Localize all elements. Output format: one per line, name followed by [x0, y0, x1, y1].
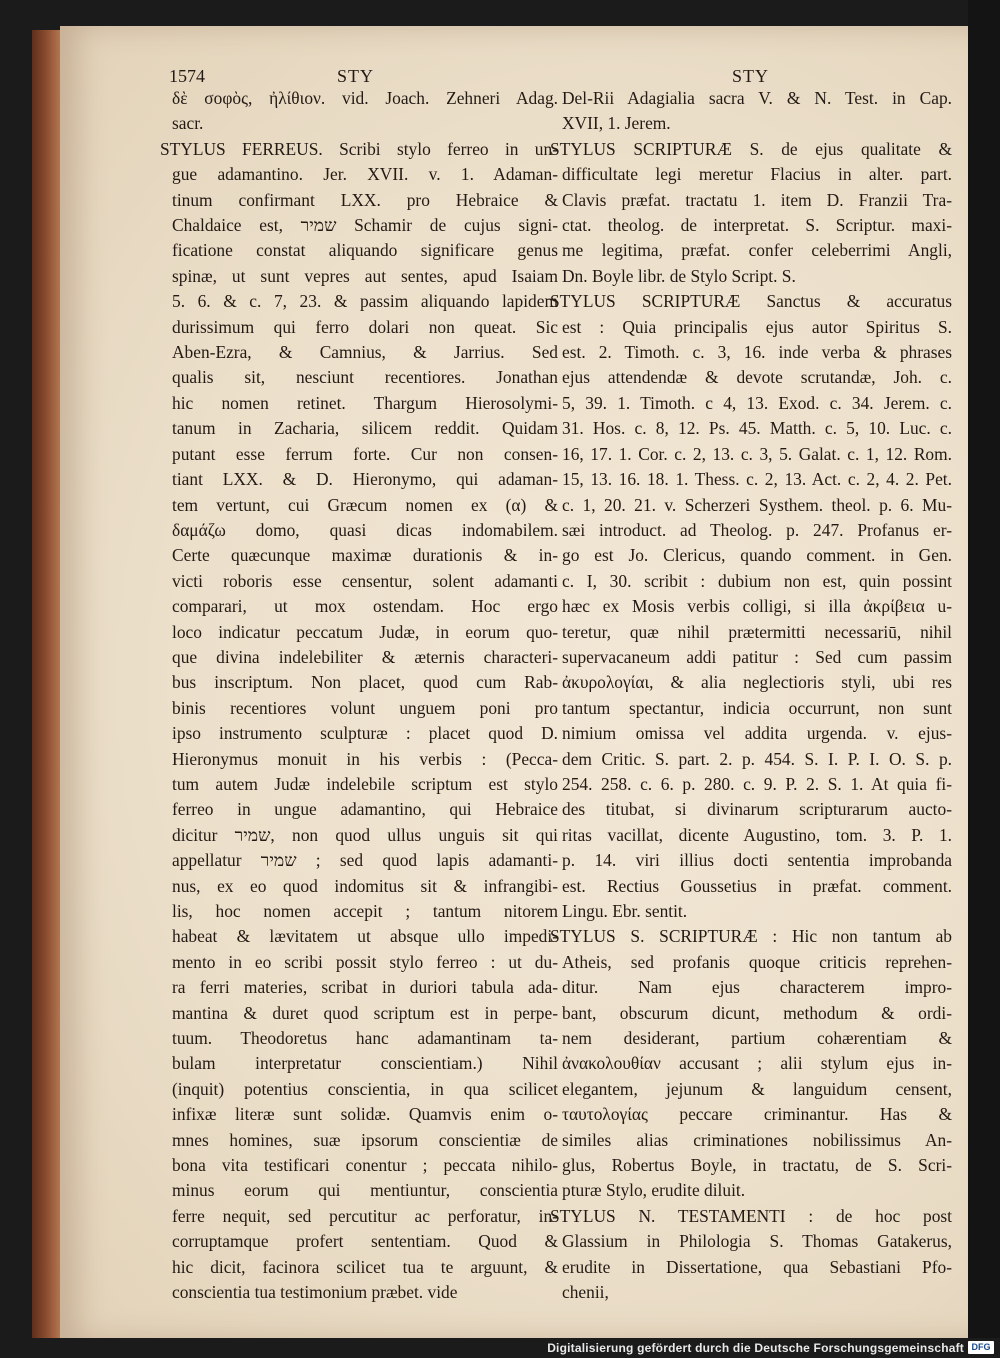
text-line: loco indicatur peccatum Judæ, in eorum quo-: [172, 621, 558, 642]
text-line: minus eorum qui mentiuntur, conscientia: [172, 1180, 558, 1201]
left-column-lines: [160, 86, 558, 1306]
text-line: lis, hoc nomen accepit ; tantum nitorem: [172, 901, 558, 921]
text-line: bulam interpretatur conscientiam.) Nihil: [172, 1053, 558, 1074]
text-line: hic nomen retinet. Thargum Hierosolymi-: [172, 392, 558, 413]
text-line: c. I, 30. scribit : dubium non est, quin possint: [562, 570, 952, 591]
text-line: victi roboris esse censentur, solent adamanti: [172, 570, 558, 591]
text-line: nus, ex eo quod indomitus sit & infrangibi-: [172, 875, 558, 896]
page-number: 1574: [169, 66, 205, 86]
text-line: 254. 258. c. 6. p. 280. c. 9. P. 2. S. 1. At quia fi-: [562, 773, 952, 794]
left-text-column: [160, 64, 558, 1306]
text-line: corruptamque profert sententiam. Quod &: [172, 1231, 558, 1252]
text-line: nem desiderant, partium cohærentiam &: [562, 1028, 952, 1049]
text-line: sacr.: [172, 113, 204, 134]
running-headword-right: STY: [732, 66, 770, 86]
text-line: supervacaneum addi patitur : Sed cum passim: [562, 646, 952, 667]
text-line: Aben-Ezra, & Camnius, & Jarrius. Sed: [172, 342, 558, 363]
text-line: dem Critic. S. part. 2. p. 454. S. I. P. I. O. S. p.: [562, 748, 952, 769]
text-line: go est Jo. Clericus, quando comment. in Gen.: [562, 545, 952, 566]
text-line: STYLUS N. TESTAMENTI : de hoc post: [550, 1205, 952, 1226]
text-line: des titubat, si divinarum scripturarum aucto-: [562, 799, 952, 820]
text-line: est : Quia principalis ejus autor Spiritus S.: [562, 316, 952, 337]
text-line: ταυτολογίας peccare criminantur. Has &: [562, 1104, 952, 1125]
text-line: chenii,: [562, 1282, 609, 1303]
text-line: Certe quæcunque maximæ durationis & in-: [172, 545, 558, 566]
text-line: dicitur שמיר, non quod ullus unguis sit qui: [172, 824, 558, 845]
text-line: hæc ex Mosis verbis colligi, si illa ἀκρίβεια u-: [562, 596, 952, 617]
text-line: similes alias criminationes nobilissimus An-: [562, 1129, 952, 1150]
text-line: ra ferri materies, scribat in duriori tabula ada-: [172, 977, 558, 998]
text-line: spinæ, ut sunt vepres aut sentes, apud Isaiam: [172, 265, 558, 286]
text-line: ferreo in ungue adamantino, qui Hebraice: [172, 799, 558, 820]
text-line: tiant LXX. & D. Hieronymo, qui adaman-: [172, 469, 558, 490]
text-line: infixæ literæ sunt solidæ. Quamvis enim o-: [172, 1104, 558, 1125]
text-line: conscientia tua testimonium præbet. vide: [172, 1282, 458, 1303]
text-line: tum autem Judæ indelebile scriptum est stylo: [172, 773, 558, 794]
right-column-lines: [550, 86, 952, 1306]
text-line: qualis sit, nesciunt recentiores. Jonathan: [172, 367, 558, 388]
running-head-left: [169, 64, 558, 86]
text-line: binis recentiores volunt unguem poni pro: [172, 697, 558, 718]
running-headword-left: STY: [337, 66, 375, 86]
text-line: ejus attendendæ & devote scrutandæ, Joh. c.: [562, 367, 952, 388]
text-line: est. Rectius Goussetius in præfat. comment.: [562, 875, 952, 896]
text-line: putant esse ferrum forte. Cur non consen-: [172, 443, 558, 464]
text-line: appellatur שמיר ; sed quod lapis adamanti-: [172, 850, 558, 871]
text-line: difficultate legi meretur Flacius in alter. part.: [562, 164, 952, 185]
text-line: bona vita testificari conentur ; peccata nihilo-: [172, 1155, 558, 1176]
text-line: ferre nequit, sed percutitur ac perforatur, in-: [172, 1205, 558, 1226]
text-line: tanum in Zacharia, silicem reddit. Quidam: [172, 418, 558, 439]
text-line: (inquit) potentius conscientia, in qua scilicet: [172, 1078, 558, 1099]
right-text-column: [550, 64, 952, 1306]
text-line: bus inscriptum. Non placet, quod cum Rab-: [172, 672, 558, 693]
text-line: XVII, 1. Jerem.: [562, 113, 671, 134]
text-line: mento in eo scribi possit stylo ferreo : ut du-: [172, 951, 558, 972]
text-line: glus, Robertus Boyle, in tractatu, de S. Scri-: [562, 1155, 952, 1176]
text-line: tuum. Theodoretus hanc adamantinam ta-: [172, 1028, 558, 1049]
text-line: 16, 17. 1. Cor. c. 2, 13. c. 3, 5. Galat. c. 1, 12. Rom.: [562, 443, 952, 464]
text-line: STYLUS SCRIPTURÆ Sanctus & accuratus: [550, 291, 952, 312]
text-line: Atheis, sed profanis quoque criticis reprehen-: [562, 951, 952, 972]
text-line: pturæ Stylo, erudite diluit.: [562, 1180, 746, 1201]
text-line: ἀνακολουθίαν accusant ; alii stylum ejus in-: [562, 1053, 952, 1074]
text-line: nimium omissa vel addita urgenda. v. ejus-: [562, 723, 952, 744]
text-line: 15, 13. 16. 18. 1. Thess. c. 2, 13. Act. c. 2, 4. 2. Pet.: [562, 469, 952, 490]
running-head-right: [562, 64, 952, 86]
text-line: δαμάζω domo, quasi dicas indomabilem.: [172, 519, 558, 540]
text-line: STYLUS SCRIPTURÆ S. de ejus qualitate &: [550, 138, 952, 159]
text-line: δὲ σοφὸς, ἠλίθιον. vid. Joach. Zehneri Adag.: [172, 88, 558, 108]
scan-background-right: [968, 0, 1000, 1358]
text-line: ctat. theolog. de interpretat. S. Scriptur. maxi-: [562, 215, 952, 236]
text-line: ipso instrumento sculpturæ : placet quod D.: [172, 723, 558, 744]
text-line: STYLUS FERREUS. Scribi stylo ferreo in un-: [160, 138, 558, 159]
funding-credit: Digitalisierung gefördert durch die Deutsche Forschungsgemeinschaft: [547, 1341, 964, 1355]
text-line: gue adamantino. Jer. XVII. v. 1. Adaman-: [172, 164, 558, 185]
text-line: STYLUS S. SCRIPTURÆ : Hic non tantum ab: [550, 926, 952, 947]
text-line: mantina & duret quod scriptum est in perpe-: [172, 1002, 558, 1023]
text-line: durissimum qui ferro dolari non queat. Sic: [172, 316, 558, 337]
text-line: Chaldaice est, שמיר Schamir de cujus signi-: [172, 215, 558, 236]
text-line: erudite in Dissertatione, qua Sebastiani Pfo-: [562, 1256, 952, 1277]
text-line: que divina indelebiliter & æternis characteri-: [172, 646, 558, 667]
text-line: 5, 39. 1. Timoth. c 4, 13. Exod. c. 34. Jerem. c.: [562, 392, 952, 413]
text-line: bant, obscurum dicunt, methodum & ordi-: [562, 1002, 952, 1023]
text-line: Dn. Boyle libr. de Stylo Script. S.: [562, 265, 796, 286]
text-line: Glassium in Philologia S. Thomas Gatakerus,: [562, 1231, 952, 1252]
dfg-logo: DFG: [968, 1341, 994, 1354]
text-line: sæi introduct. ad Theolog. p. 247. Profanus er-: [562, 519, 952, 540]
text-line: me legitima, præfat. confer celeberrimi Angli,: [562, 240, 952, 261]
text-line: Lingu. Ebr. sentit.: [562, 901, 688, 921]
text-line: Hieronymus monuit in his verbis : (Pecca-: [172, 748, 558, 769]
text-line: elegantem, jejunum & languidum censent,: [562, 1078, 952, 1099]
text-line: p. 14. viri illius docti sententia improbanda: [562, 850, 952, 871]
text-line: ficatione constat aliquando significare genus: [172, 240, 558, 261]
text-line: c. 1, 20. 21. v. Scherzeri Systhem. theol. p. 6. Mu-: [562, 494, 952, 515]
text-line: 31. Hos. c. 8, 12. Ps. 45. Matth. c. 5, 10. Luc. c.: [562, 418, 952, 439]
text-line: 5. 6. & c. 7, 23. & passim aliquando lapidem: [172, 291, 558, 312]
text-line: Del-Rii Adagialia sacra V. & N. Test. in Cap.: [562, 88, 952, 108]
text-line: ἀκυρολογίαι, & alia neglectioris styli, ubi res: [562, 672, 952, 693]
text-line: teretur, quæ nihil prætermitti necessariū, nihil: [562, 621, 952, 642]
text-line: ritas vacillat, dicente Augustino, tom. 3. P. 1.: [562, 824, 952, 845]
text-line: Clavis præfat. tractatu 1. item D. Franzii Tra-: [562, 189, 952, 210]
text-line: mnes homines, suæ ipsorum conscientiæ de: [172, 1129, 558, 1150]
text-line: ditur. Nam ejus characterem impro-: [562, 977, 952, 998]
digitization-footer: [0, 1338, 1000, 1358]
text-line: comparari, ut mox ostendam. Hoc ergo: [172, 596, 558, 617]
text-line: tem vertunt, cui Græcum nomen ex (α) &: [172, 494, 558, 515]
text-line: tantum spectantur, indicia occurrunt, non sunt: [562, 697, 952, 718]
text-line: hic dicit, facinora scilicet tua te arguunt, &: [172, 1256, 558, 1277]
text-line: est. 2. Timoth. c. 3, 16. inde verba & phrases: [562, 342, 952, 363]
text-line: habeat & lævitatem ut absque ullo impedi-: [172, 926, 558, 947]
text-line: tinum confirmant LXX. pro Hebraice &: [172, 189, 558, 210]
